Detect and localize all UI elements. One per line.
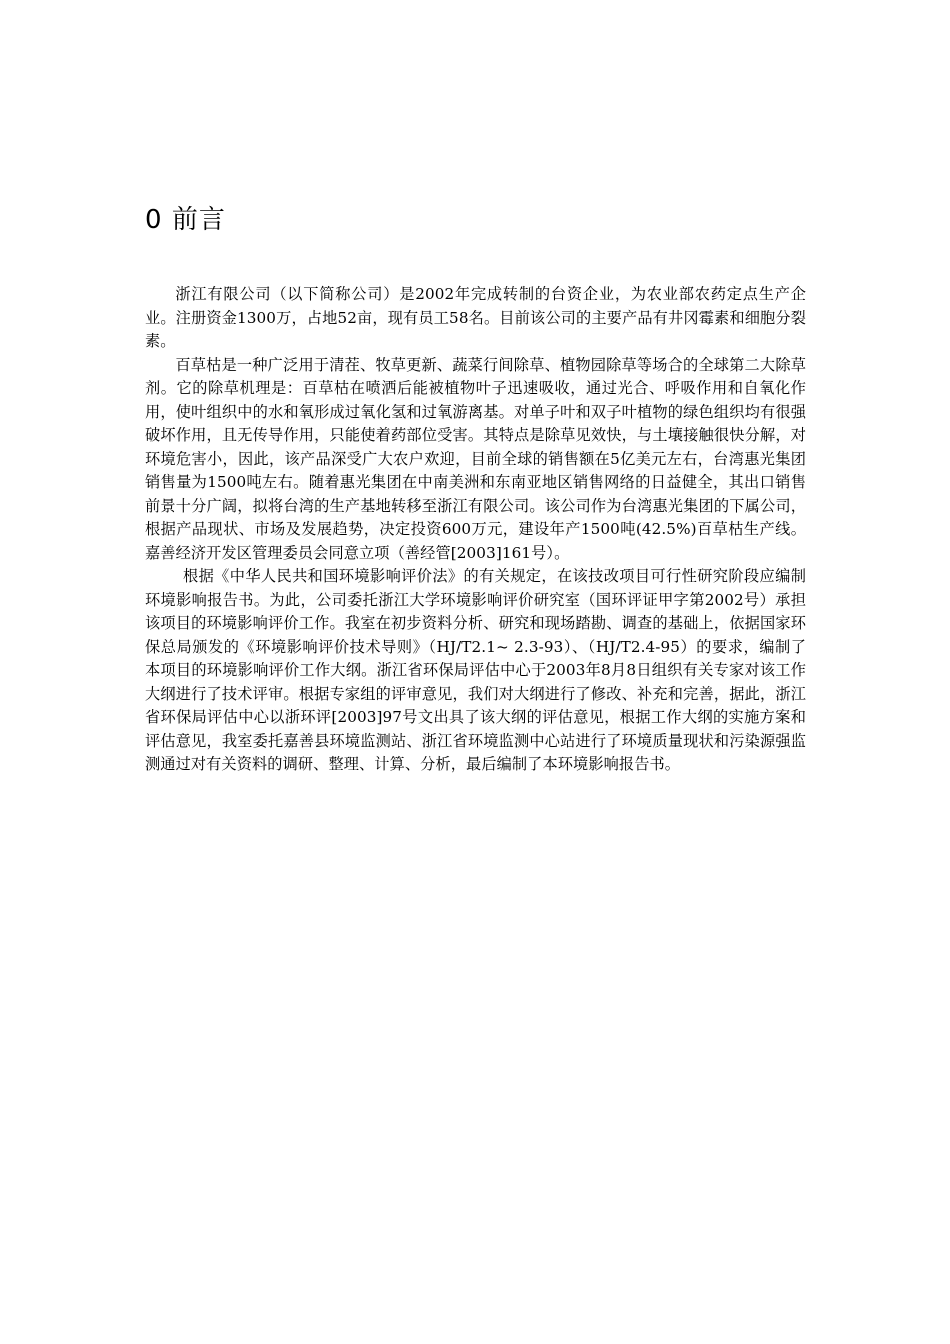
paragraph-paraquat: 百草枯是一种广泛用于清茬、牧草更新、蔬菜行间除草、植物园除草等场合的全球第二大除草剂。它的除草机理是：百草枯在喷洒后能被植物叶子迅速吸收，通过光合、呼吸作用和自氧化作用，使叶组织中的水和氧形成过氧化氢和过氧游离基。对单子叶和双子叶植物的绿色组织均有很强破坏作用，且无传导作用，只能使着药部位受害。其特点是除草见效快，与土壤接触很快分解，对环境危害小，因此，该产品深受广大农户欢迎，目前全球的销售额在5亿美元左右，台湾惠光集团销售量为1500吨左右。随着惠光集团在中南美洲和东南亚地区销售网络的日益健全，其出口销售前景十分广阔，拟将台湾的生产基地转移至浙江有限公司。该公司作为台湾惠光集团的下属公司，根据产品现状、市场及发展趋势，决定投资600万元，建设年产1500吨(42.5%)百草枯生产线。嘉善经济开发区管理委员会同意立项（善经管[2003]161号）。 xyxy=(145,355,806,562)
body-text xyxy=(145,283,806,777)
section-title: 前言 xyxy=(171,205,226,235)
paragraph-eia-basis: 根据《中华人民共和国环境影响评价法》的有关规定，在该技改项目可行性研究阶段应编制环境影响报告书。为此，公司委托浙江大学环境影响评价研究室（国环评证甲字第2002号）承担该项目的环境影响评价工作。我室在初步资料分析、研究和现场踏勘、调查的基础上，依据国家环保总局颁发的《环境影响评价技术导则》（HJ/T2.1~ 2.3-93）、（HJ/T2.4-95）的要求，编制了本项目的环境影响评价工作大纲。浙江省环保局评估中心于2003年8月8日组织有关专家对该工作大纲进行了技术评审。根据专家组的评审意见，我们对大纲进行了修改、补充和完善，据此，浙江省环保局评估中心以浙环评[2003]97号文出具了该大纲的评估意见，根据工作大纲的实施方案和评估意见，我室委托嘉善县环境监测站、浙江省环境监测中心站进行了环境质量现状和污染源强监测通过对有关资料的调研、整理、计算、分析，最后编制了本环境影响报告书。 xyxy=(145,567,806,773)
section-number: 0 xyxy=(145,205,163,235)
paragraph-company-intro: 浙江有限公司（以下简称公司）是2002年完成转制的台资企业，为农业部农药定点生产企业。注册资金1300万，占地52亩，现有员工58名。目前该公司的主要产品有井冈霉素和细胞分裂素。 xyxy=(145,285,806,350)
section-heading xyxy=(145,200,226,240)
